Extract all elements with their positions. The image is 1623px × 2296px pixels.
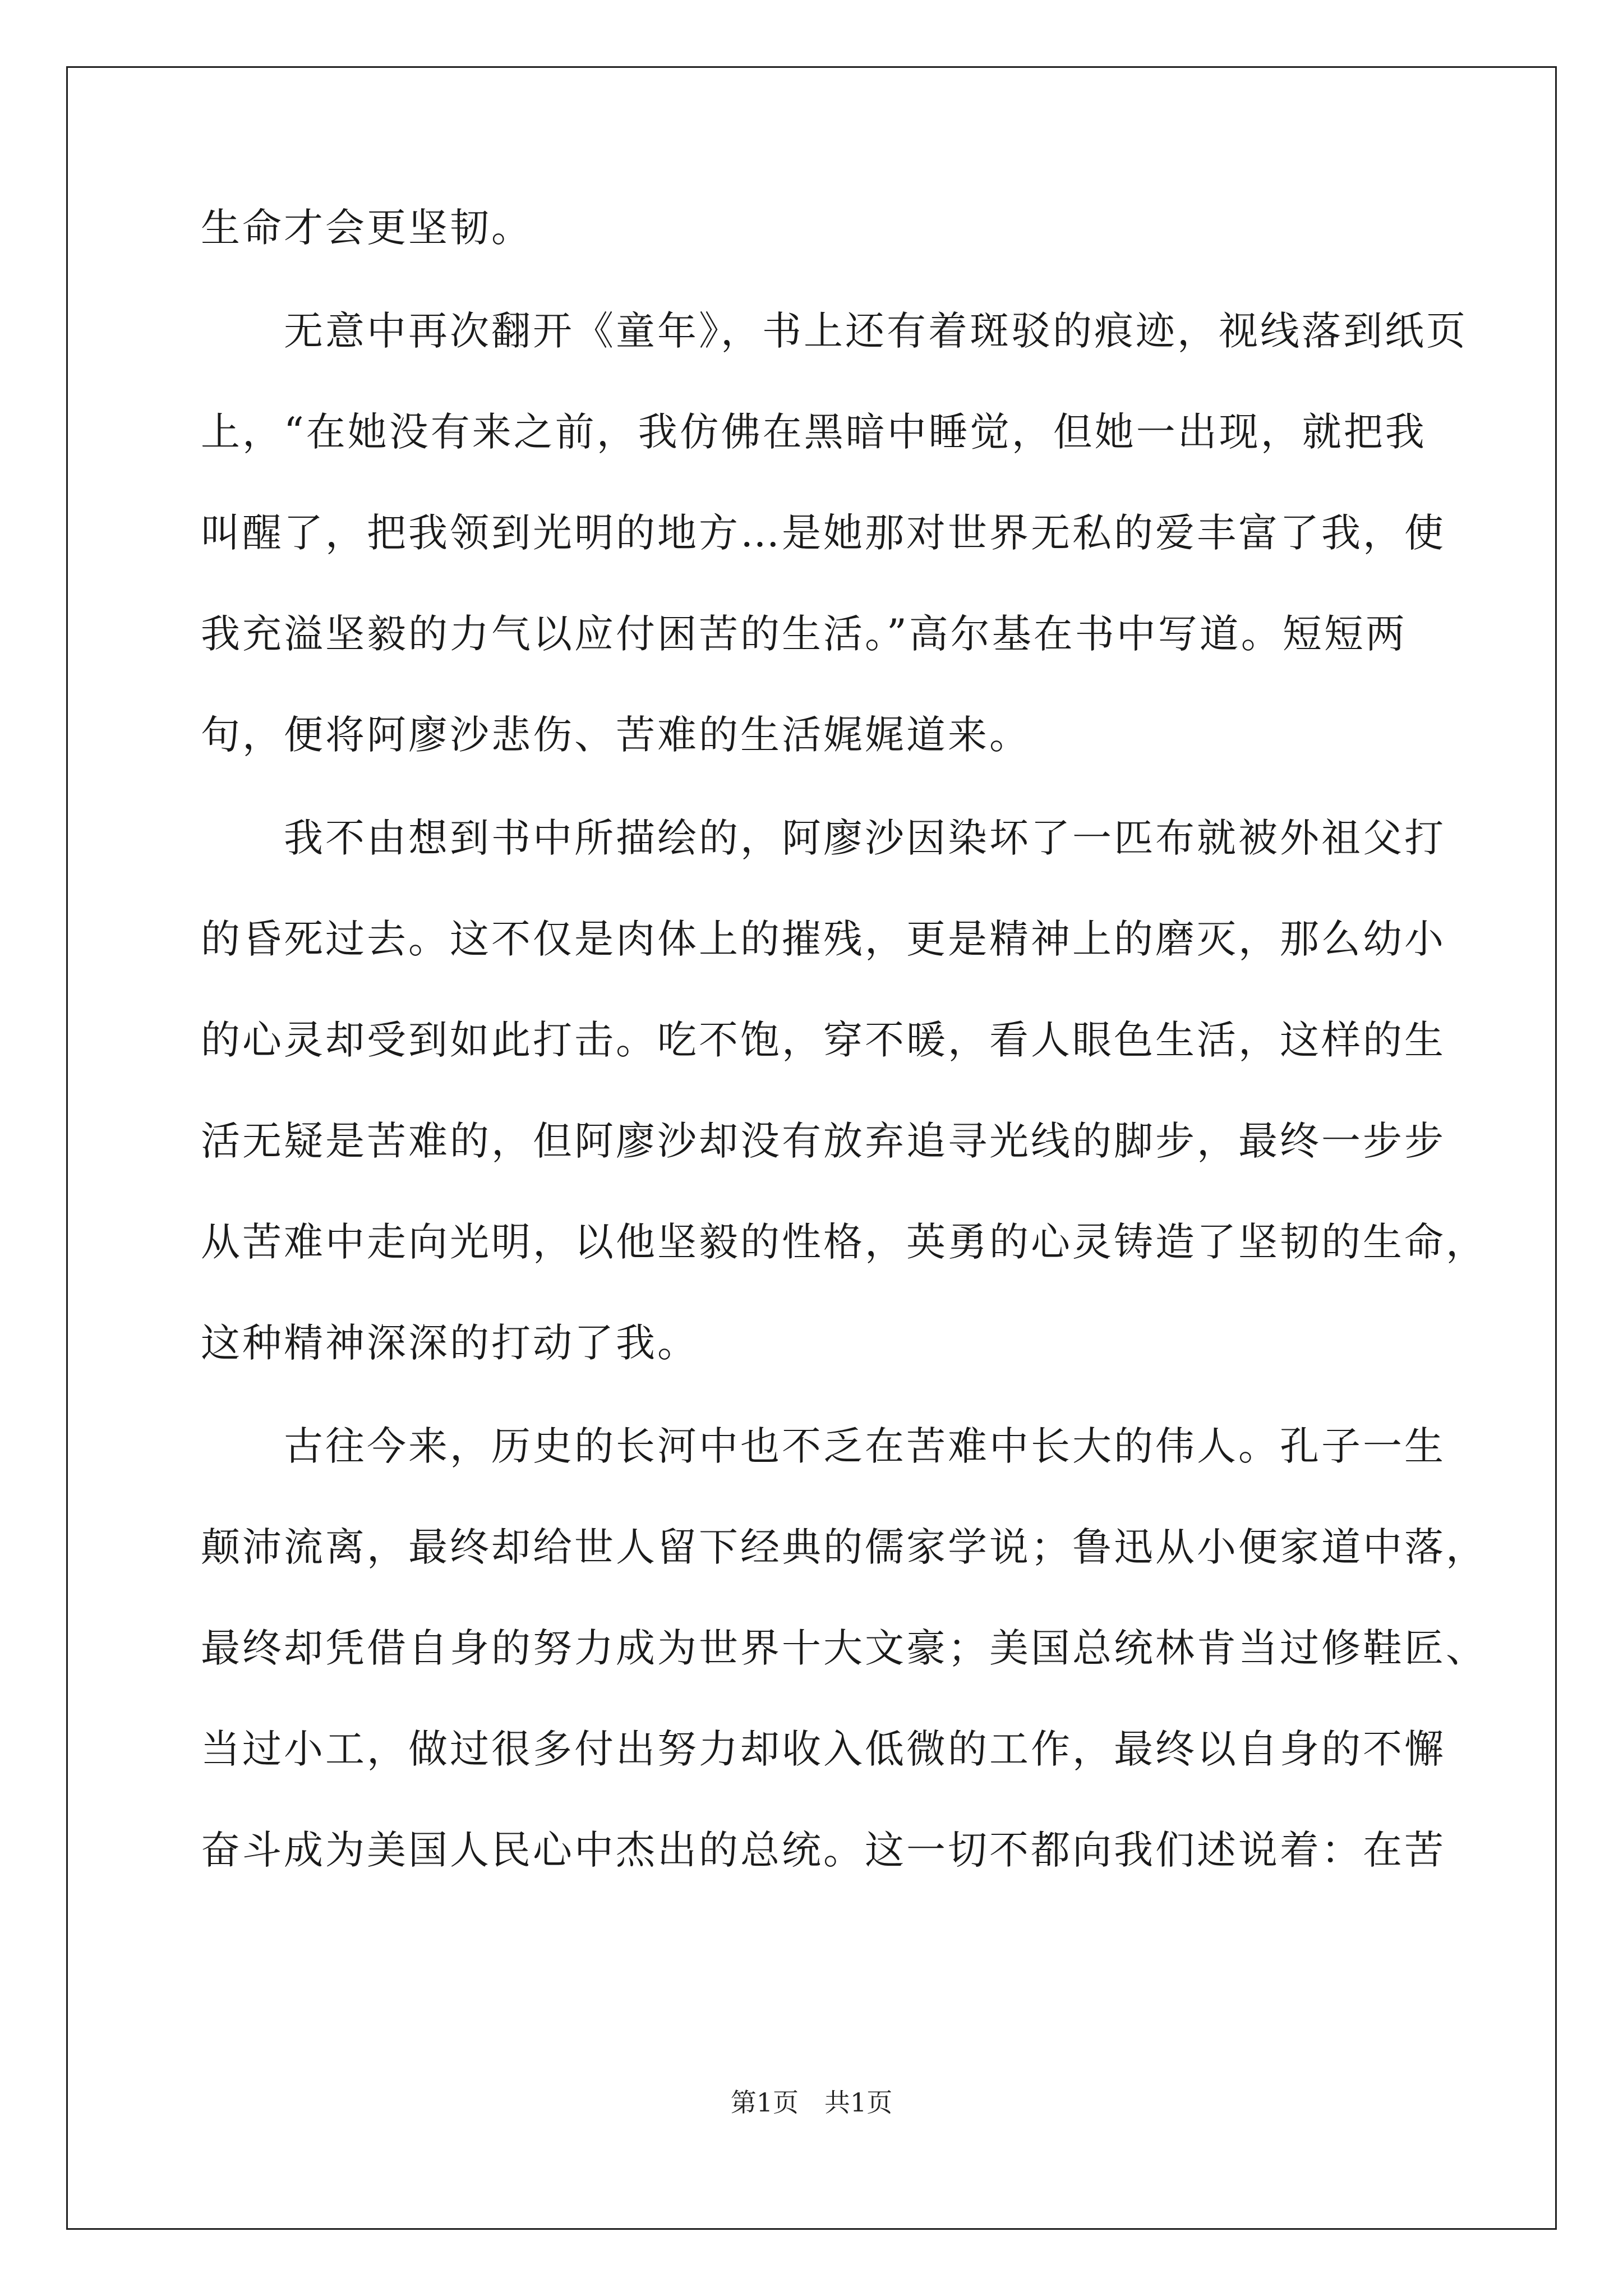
page-footer: 第1页 共1页 bbox=[730, 2087, 893, 2118]
text-line: 当过小工，做过很多付出努力却收入低微的工作，最终以自身的不懈 bbox=[201, 1726, 1446, 1772]
text-line: 生命才会更坚韧。 bbox=[201, 205, 533, 251]
text-line: 句，便将阿廖沙悲伤、苦难的生活娓娓道来。 bbox=[201, 712, 1031, 758]
text-line: 奋斗成为美国人民心中杰出的总统。这一切不都向我们述说着：在苦 bbox=[201, 1827, 1446, 1873]
text-line: 无意中再次翻开《童年》，书上还有着斑驳的痕迹，视线落到纸页 bbox=[201, 308, 1468, 354]
text-line: 我不由想到书中所描绘的，阿廖沙因染坏了一匹布就被外祖父打 bbox=[201, 815, 1446, 861]
text-line: 上，“在她没有来之前，我仿佛在黑暗中睡觉，但她一出现，就把我 bbox=[201, 409, 1427, 455]
text-line: 最终却凭借自身的努力成为世界十大文豪；美国总统林肯当过修鞋匠、 bbox=[201, 1625, 1487, 1671]
text-line: 的心灵却受到如此打击。吃不饱，穿不暖，看人眼色生活，这样的生 bbox=[201, 1017, 1446, 1063]
text-line: 的昏死过去。这不仅是肉体上的摧残，更是精神上的磨灭，那么幼小 bbox=[201, 916, 1446, 962]
text-line: 叫醒了，把我领到光明的地方…是她那对世界无私的爱丰富了我，使 bbox=[201, 510, 1446, 556]
text-line: 从苦难中走向光明，以他坚毅的性格，英勇的心灵铸造了坚韧的生命， bbox=[201, 1219, 1487, 1265]
text-line: 活无疑是苦难的，但阿廖沙却没有放弃追寻光线的脚步，最终一步步 bbox=[201, 1118, 1446, 1164]
text-line: 颠沛流离，最终却给世人留下经典的儒家学说；鲁迅从小便家道中落， bbox=[201, 1524, 1487, 1570]
text-line: 这种精神深深的打动了我。 bbox=[201, 1320, 699, 1366]
text-line: 我充溢坚毅的力气以应付困苦的生活。”高尔基在书中写道。短短两 bbox=[201, 611, 1407, 657]
text-line: 古往今来，历史的长河中也不乏在苦难中长大的伟人。孔子一生 bbox=[201, 1423, 1446, 1469]
